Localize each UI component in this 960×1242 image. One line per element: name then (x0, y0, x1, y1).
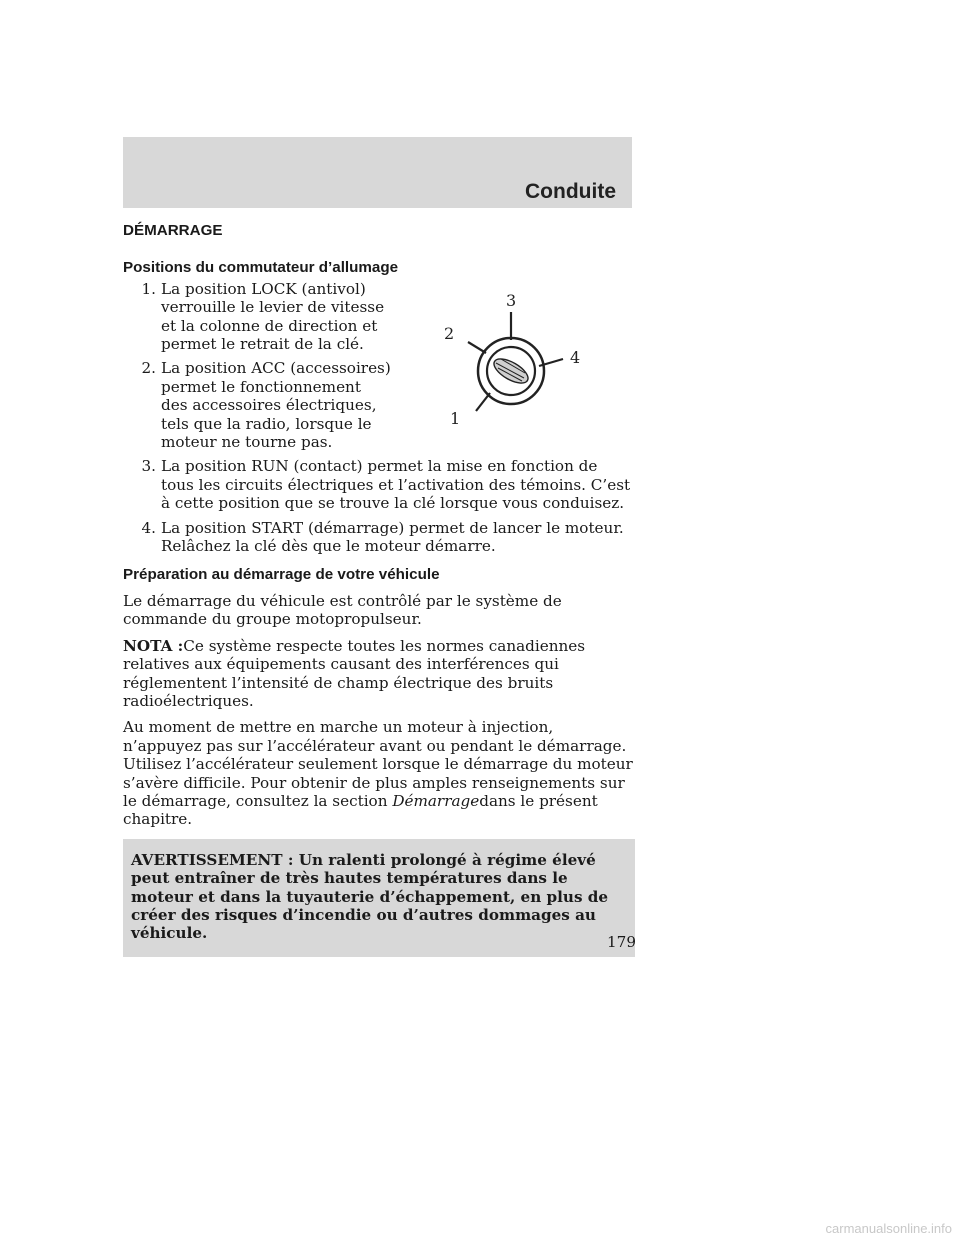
list-item-text: La position LOCK (antivol) verrouille le levier de vitesse et la colonne de direction et permet le retrait de la clé. (161, 279, 385, 354)
list-item-number: 4. (141, 518, 156, 537)
figure-label-2: 2 (444, 324, 455, 343)
subsection-prep: Préparation au démarrage de votre véhicule (123, 565, 440, 583)
nota-text: Ce système respecte toutes les normes canadiennes relatives aux équipements causant des interférences qui réglementent l’intensité de champ électrique des bruits radioélectriques. (123, 636, 586, 710)
paragraph-control: Le démarrage du véhicule est contrôlé par le système de commande du groupe motopropulseur. (123, 591, 562, 629)
list-item-number: 1. (141, 279, 156, 298)
injection-text: Au moment de mettre en marche un moteur à injection, n’appuyez pas sur l’accélérateur avant ou pendant le démarrage. Utilisez l’accélérateur seulement lorsque le démarrage du moteur s’avère difficile. Pour obtenir de plus amples renseignements sur le démarrage, consultez la section (123, 718, 633, 810)
list-item-text: La position RUN (contact) permet la mise en fonction de tous les circuits électriques et l’activation des témoins. C’est à cette position que se trouve la clé lorsque vous conduisez. (161, 457, 631, 513)
figure-label-1: 1 (450, 409, 461, 428)
injection-text-end: dans le présent chapitre. (123, 791, 598, 829)
warning-box: AVERTISSEMENT : Un ralenti prolongé à régime élevé peut entraîner de très hautes températures dans le moteur et dans la tuyauterie d’échappement, en plus de créer des risques d’incendie ou d’autres dommages au véhicule. (123, 839, 635, 957)
figure-label-4: 4 (570, 348, 581, 367)
header-band (123, 137, 632, 208)
nota-label: NOTA : (123, 636, 184, 655)
ignition-switch-diagram (430, 282, 590, 432)
list-item (123, 519, 635, 556)
list-item (123, 457, 635, 512)
section-reference: Démarrage (392, 791, 480, 810)
figure-label-3: 3 (506, 291, 517, 310)
section-title: DÉMARRAGE (123, 222, 223, 239)
watermark: carmanualsonline.info (825, 1221, 952, 1236)
list-item-number: 3. (141, 457, 156, 476)
list-item-number: 2. (141, 359, 156, 378)
list-item-text: La position ACC (accessoires) permet le fonctionnement des accessoires électriques, tels que la radio, lorsque le moteur ne tourne pas. (161, 359, 391, 452)
subsection-ignition: Positions du commutateur d’allumage (123, 259, 399, 277)
paragraph-injection (123, 718, 635, 828)
list-item-text: La position START (démarrage) permet de lancer le moteur. Relâchez la clé dès que le moteur démarre. (161, 518, 624, 556)
page-number: 179 (607, 933, 636, 951)
paragraph-nota (123, 637, 635, 711)
chapter-title: Conduite (525, 180, 616, 203)
